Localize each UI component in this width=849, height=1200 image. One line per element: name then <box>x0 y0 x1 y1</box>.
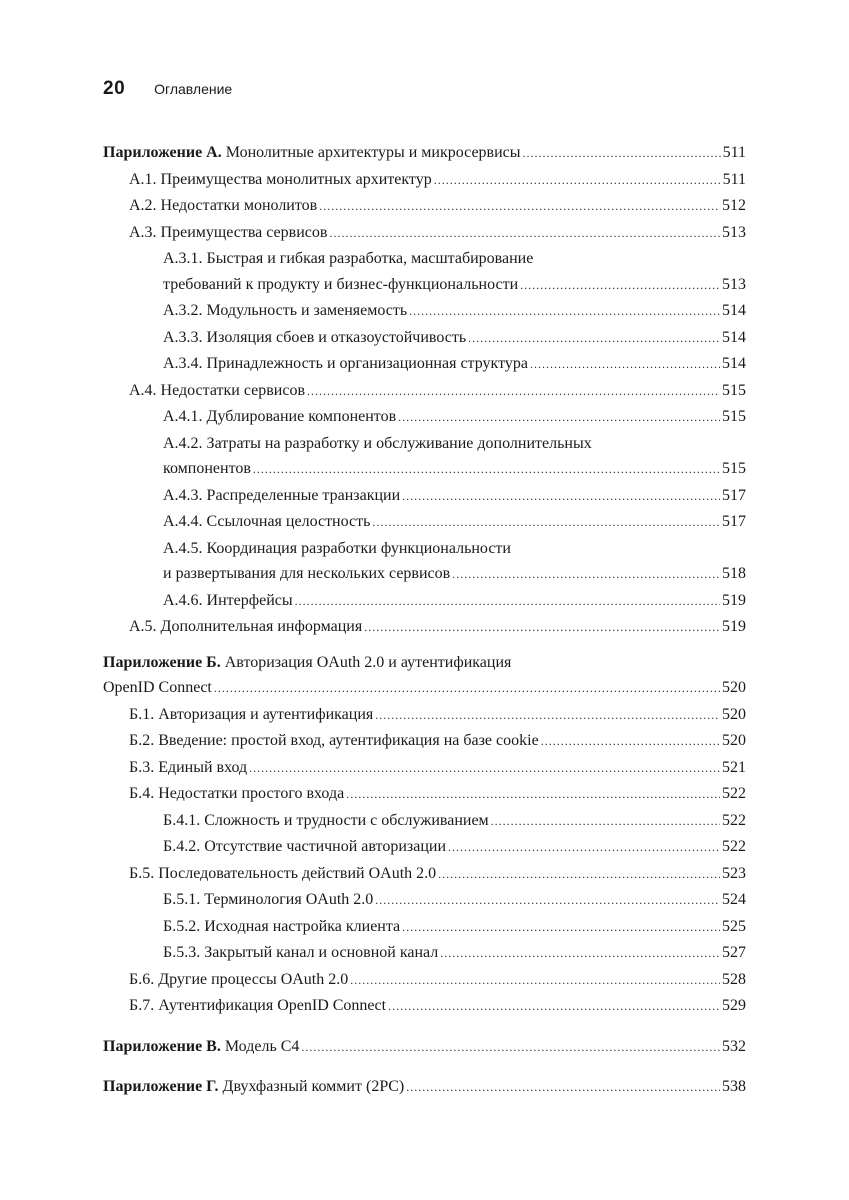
entry-page: 519 <box>722 591 746 609</box>
entry-title: А.4.3. Распределенные транзакции <box>163 486 401 504</box>
dot-leader <box>350 968 720 994</box>
entry-page: 527 <box>722 944 746 961</box>
entry-title-line1: А.4.2. Затраты на разработку и обслуживание дополнительных <box>163 434 592 452</box>
toc-entry[interactable] <box>103 861 746 888</box>
entry-title: Б.6. Другие процессы OAuth 2.0 <box>129 970 349 988</box>
dot-leader <box>409 299 720 325</box>
entry-page: 524 <box>722 891 746 908</box>
entry-page: 519 <box>722 618 746 635</box>
entry-title: Б.3. Единый вход <box>129 758 248 776</box>
appendix-label: Париложение В. <box>103 1037 221 1055</box>
entry-page: 525 <box>722 917 746 935</box>
dot-leader <box>541 729 720 755</box>
entry-page: 522 <box>722 811 746 829</box>
toc-appendix-a[interactable] <box>103 140 746 167</box>
toc-entry[interactable] <box>103 536 746 588</box>
dot-leader <box>364 615 720 641</box>
entry-title: А.3. Преимущества сервисов <box>129 223 328 241</box>
entry-title: Б.4.1. Сложность и трудности с обслуживанием <box>163 811 489 829</box>
entry-title: Б.1. Авторизация и аутентификация <box>129 705 374 723</box>
toc-entry[interactable] <box>103 193 746 220</box>
dot-leader <box>398 405 720 431</box>
toc-appendix-g[interactable] <box>103 1074 746 1101</box>
dot-leader <box>520 273 720 299</box>
dot-leader <box>530 352 720 378</box>
entry-title: А.3.2. Модульность и заменяемость <box>163 302 408 319</box>
entry-title: А.3.4. Принадлежность и организационная структура <box>163 355 528 372</box>
toc-entry[interactable] <box>103 220 746 247</box>
toc-entry[interactable] <box>103 781 746 808</box>
toc-entry[interactable] <box>103 588 746 615</box>
dot-leader <box>346 782 720 808</box>
toc-entry[interactable] <box>103 325 746 352</box>
toc-entry[interactable] <box>103 483 746 510</box>
entry-page: 520 <box>722 732 746 749</box>
toc-entry[interactable] <box>103 728 746 755</box>
entry-title: и развертывания для нескольких сервисов <box>163 565 451 582</box>
dot-leader <box>249 756 720 782</box>
dot-leader <box>375 888 720 914</box>
entry-title: Б.2. Введение: простой вход, аутентификация на базе cookie <box>129 732 539 749</box>
entry-page: 521 <box>722 758 746 776</box>
running-title: Оглавление <box>154 81 233 97</box>
toc-entry[interactable] <box>103 246 746 298</box>
entry-title: А.3.3. Изоляция сбоев и отказоустойчивость <box>163 328 467 346</box>
dot-leader <box>372 510 720 536</box>
entry-title: Б.4.2. Отсутствие частичной авторизации <box>163 838 447 855</box>
dot-leader <box>295 589 720 615</box>
entry-page: 512 <box>722 197 746 214</box>
entry-title: Модель C4 <box>224 1037 300 1055</box>
entry-page: 515 <box>722 460 746 477</box>
table-of-contents <box>103 140 746 1101</box>
dot-leader <box>301 1035 720 1061</box>
dot-leader <box>434 168 721 194</box>
toc-entry[interactable] <box>103 755 746 782</box>
entry-title: Б.5.3. Закрытый канал и основной канал <box>163 944 439 961</box>
entry-page: 515 <box>722 408 746 425</box>
entry-page: 511 <box>722 170 746 188</box>
toc-entry[interactable] <box>103 808 746 835</box>
toc-entry[interactable] <box>103 967 746 994</box>
dot-leader <box>319 194 720 220</box>
entry-title: А.4.4. Ссылочная целостность <box>163 513 371 530</box>
dot-leader <box>523 141 721 167</box>
appendix-label: Париложение А. <box>103 144 222 161</box>
entry-page: 518 <box>722 565 746 582</box>
entry-page: 517 <box>722 486 746 504</box>
entry-title: Б.5. Последовательность действий OAuth 2.0 <box>129 864 437 882</box>
entry-page: 514 <box>722 355 746 372</box>
toc-entry[interactable] <box>103 887 746 914</box>
toc-entry[interactable] <box>103 702 746 729</box>
dot-leader <box>388 994 720 1020</box>
entry-title-line1: А.4.5. Координация разработки функциональности <box>163 539 511 557</box>
toc-entry[interactable] <box>103 431 746 483</box>
dot-leader <box>253 457 720 483</box>
entry-title: А.5. Дополнительная информация <box>129 618 363 635</box>
entry-page: 532 <box>722 1037 746 1055</box>
dot-leader <box>452 562 720 588</box>
entry-title: OpenID Connect <box>103 679 212 696</box>
dot-leader <box>402 484 720 510</box>
dot-leader <box>375 703 720 729</box>
entry-title: Б.5.2. Исходная настройка клиента <box>163 917 401 935</box>
entry-page: 514 <box>722 328 746 346</box>
entry-title: А.2. Недостатки монолитов <box>129 197 318 214</box>
dot-leader <box>491 809 720 835</box>
entry-title: требований к продукту и бизнес-функциональности <box>163 275 519 293</box>
dot-leader <box>402 915 720 941</box>
entry-page: 520 <box>722 705 746 723</box>
dot-leader <box>307 379 720 405</box>
entry-page: 529 <box>722 997 746 1014</box>
entry-page: 514 <box>722 302 746 319</box>
toc-entry[interactable] <box>103 509 746 536</box>
entry-title-line1: А.3.1. Быстрая и гибкая разработка, масштабирование <box>163 250 534 267</box>
appendix-label: Париложение Б. <box>103 653 221 671</box>
entry-title: Б.5.1. Терминология OAuth 2.0 <box>163 891 374 908</box>
dot-leader <box>406 1075 720 1101</box>
appendix-label: Париложение Г. <box>103 1078 219 1095</box>
toc-entry[interactable] <box>103 993 746 1020</box>
toc-entry[interactable] <box>103 834 746 861</box>
dot-leader <box>468 326 720 352</box>
entry-title: А.4.1. Дублирование компонентов <box>163 408 397 425</box>
entry-title: А.4.6. Интерфейсы <box>163 591 293 609</box>
entry-page: 515 <box>722 381 746 399</box>
entry-title: Монолитные архитектуры и микросервисы <box>225 144 521 161</box>
toc-entry[interactable] <box>103 614 746 641</box>
entry-page: 513 <box>722 275 746 293</box>
toc-entry[interactable] <box>103 404 746 431</box>
page-number: 20 <box>103 78 126 99</box>
entry-page: 520 <box>722 679 746 696</box>
toc-appendix-v[interactable] <box>103 1034 746 1061</box>
toc-entry[interactable] <box>103 298 746 325</box>
toc-entry[interactable] <box>103 167 746 194</box>
entry-title: Б.4. Недостатки простого входа <box>129 785 345 802</box>
toc-entry[interactable] <box>103 940 746 967</box>
entry-page: 538 <box>722 1078 746 1095</box>
entry-title: А.4. Недостатки сервисов <box>129 381 306 399</box>
entry-title-line1: Авторизация OAuth 2.0 и аутентификация <box>224 653 512 671</box>
entry-page: 513 <box>722 223 746 241</box>
entry-title: Б.7. Аутентификация OpenID Connect <box>129 997 387 1014</box>
dot-leader <box>329 221 720 247</box>
entry-page: 511 <box>722 144 746 161</box>
entry-page: 523 <box>722 864 746 882</box>
dot-leader <box>448 835 720 861</box>
toc-entry[interactable] <box>103 914 746 941</box>
entry-page: 522 <box>722 785 746 802</box>
dot-leader <box>440 941 720 967</box>
running-header <box>103 78 232 102</box>
dot-leader <box>214 676 720 702</box>
toc-entry[interactable] <box>103 378 746 405</box>
toc-entry[interactable] <box>103 351 746 378</box>
toc-appendix-b[interactable] <box>103 650 746 702</box>
dot-leader <box>438 862 720 888</box>
entry-page: 517 <box>722 513 746 530</box>
entry-title: А.1. Преимущества монолитных архитектур <box>129 170 432 188</box>
entry-title: компонентов <box>163 460 251 477</box>
entry-title: Двухфазный коммит (2PC) <box>222 1078 405 1095</box>
entry-page: 528 <box>722 970 746 988</box>
entry-page: 522 <box>722 838 746 855</box>
